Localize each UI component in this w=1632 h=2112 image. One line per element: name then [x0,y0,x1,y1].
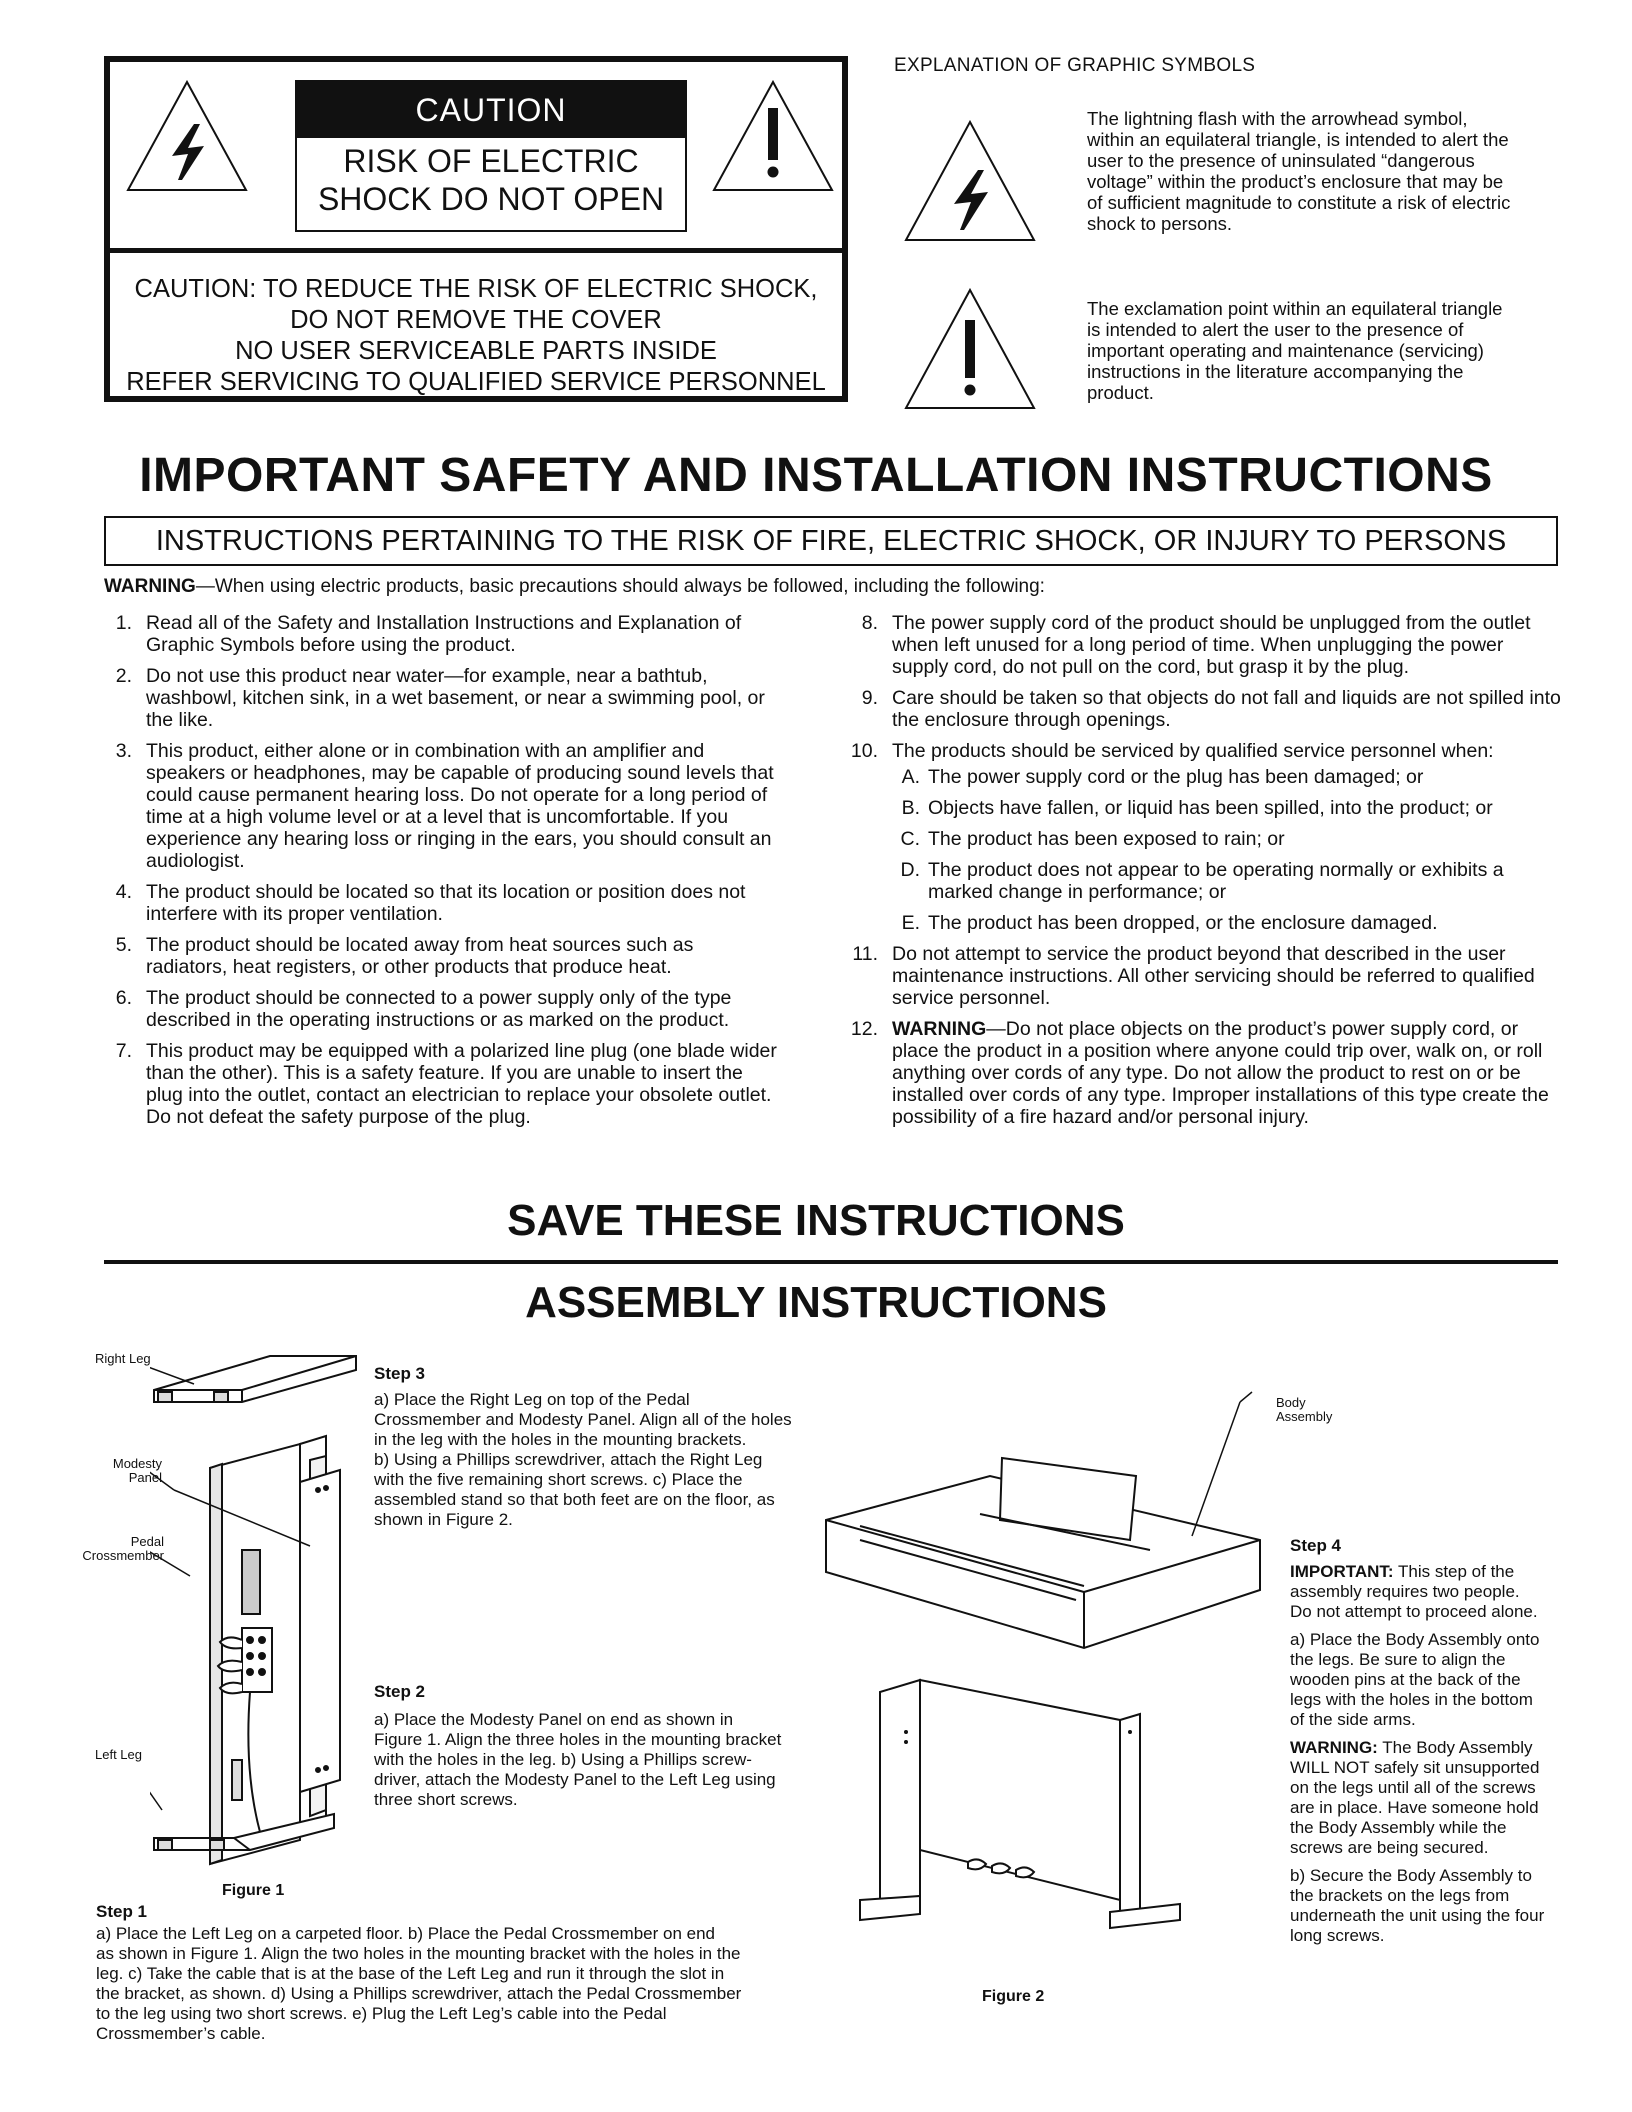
caution-divider [110,248,842,253]
section-rule [104,1260,1558,1264]
warning-intro [104,576,1045,598]
step-2-heading: Step 2 [374,1682,426,1701]
list-item: 12. WARNING—Do not place objects on the product’s power supply cord, or place the product in a position where anyone could trip over, walk on, or roll anything over cords of any type. Do not allow the product to rest on or be installed over cords of any type. Improper installations of this type create the possibility of a fire hazard and/or personal injury. [850,1018,1549,1128]
caution-label-panel [295,80,687,232]
step-2-text: a) Place the Modesty Panel on end as shown in Figure 1. Align the three holes in the mounting bracket with the holes in the leg. b) Using a Phillips screw- driver, attach the Modesty Panel to the Left Leg using three short screws. [374,1710,782,1809]
label-modesty-panel: Modesty Panel [112,1456,162,1485]
safety-subtitle-banner [104,516,1558,566]
sub-list-item: D. The product does not appear to be operating normally or exhibits a marked change in performance; or [900,859,1504,903]
label-pedal-crossmember: Pedal Crossmember [82,1534,164,1563]
lightning-warning-icon [122,76,252,196]
label-right-leg: Right Leg [95,1351,151,1366]
risk-line-2: SHOCK DO NOT OPEN [317,181,665,217]
step-1-text: a) Place the Left Leg on a carpeted floor. b) Place the Pedal Crossmember on end as shown in Figure 1. Align the two holes in the mounting bracket with the holes in the leg. c) Take the cable that is at the base of the Left Leg and run it through the slot in the bracket, as shown. d) Using a Phillips screwdriver, attach the Pedal Crossmember to the leg using two short screws. e) Plug the Left Leg’s cable into the Pedal Crossmember’s cable. [96,1924,742,2043]
reduce-line-4: REFER SERVICING TO QUALIFIED SERVICE PERSONNEL [126,368,826,396]
exclamation-symbol-icon [902,286,1038,412]
reduce-line-1: CAUTION: TO REDUCE THE RISK OF ELECTRIC SHOCK, [134,275,818,303]
exclamation-symbol-text: The exclamation point within an equilateral triangle is intended to alert the user to the presence of important operating and maintenance (servicing) instructions in the literature accompanying the product. [1087,298,1503,403]
lightning-symbol-text: The lightning flash with the arrowhead symbol, within an equilateral triangle, is intended to alert the user to the presence of uninsulated “dangerous voltage” within the product’s enclosure that may be of sufficient magnitude to constitute a risk of electric shock to persons. [1087,108,1511,234]
step-4-text: IMPORTANT: This step of the assembly requires two people. Do not attempt to proceed alone. a) Place the Body Assembly onto the legs. Be sure to align the wooden pins at the back of the legs with the holes in the bottom of the side arms. WARNING: The Body Assembly WILL NOT safely sit unsupported on the legs until all of the screws are in place. Have someone hold the Body Assembly while the screws are being secured. b) Secure the Body Assembly to the brackets on the legs from underneath the unit using the four long screws. [1290,1562,1545,1945]
label-body-assembly: Body Assembly [1276,1395,1333,1424]
list-item: 10. The products should be serviced by qualified service personnel when: A. The power supply cord or the plug has been damaged; or B. Objects have fallen, or liquid has been spilled, into the product; or C. The product has been exposed to rain; or D. The product does not appear to be operating normally or exhibits a marked change in performance; or E. The product has been dropped, or the enclosure damaged. [850,740,1562,934]
assembly-title: ASSEMBLY INSTRUCTIONS [525,1278,1107,1327]
save-instructions-title: SAVE THESE INSTRUCTIONS [507,1196,1125,1245]
safety-list-left [104,612,780,1137]
sub-list-item: C. The product has been exposed to rain; or [900,828,1285,850]
list-item: 4. The product should be located so that its location or position does not interfere with its proper ventilation. [115,881,746,925]
list-item: 6. The product should be connected to a power supply only of the type described in the operating instructions or as marked on the product. [115,987,732,1031]
reduce-line-2: DO NOT REMOVE THE COVER [290,306,662,334]
caution-banner: CAUTION [297,82,685,138]
figure-1-stand-illustration [150,1340,380,1880]
list-item: 8. The power supply cord of the product should be unplugged from the outlet when left unused for a long period of time. When unplugging the power supply cord, do not pull on the cord, but grasp it by the plug. [861,612,1531,678]
sub-list-item: B. Objects have fallen, or liquid has been spilled, into the product; or [901,797,1493,819]
sub-list-item: A. The power supply cord or the plug has been damaged; or [901,766,1424,788]
list-item: 11. Do not attempt to service the product beyond that described in the user maintenance instructions. All other servicing should be referred to qualified service personnel. [852,943,1535,1009]
label-left-leg: Left Leg [95,1747,142,1762]
symbols-heading: EXPLANATION OF GRAPHIC SYMBOLS [894,55,1256,76]
list-item: 5. The product should be located away from heat sources such as radiators, heat registers, or other products that produce heat. [115,934,694,978]
list-item: 3. This product, either alone or in combination with an amplifier and speakers or headphones, may be capable of producing sound levels that could cause permanent hearing loss. Do not operate for a long period of time at a high volume level or at a level that is uncomfortable. If you experience any hearing loss or ringing in the ears, you should consult an audiologist. [115,740,774,872]
caution-reduce-text [110,274,842,398]
step-3-text: a) Place the Right Leg on top of the Pedal Crossmember and Modesty Panel. Align all of the holes in the leg with the holes in the mounting brackets. b) Using a Phillips screwdriver, attach the Right Leg with the five remaining short screws. c) Place the assembled stand so that both feet are on the floor, as shown in Figure 2. [374,1390,792,1529]
risk-line-1: RISK OF ELECTRIC [343,143,639,179]
safety-list-right [850,612,1562,1137]
list-item: 2. Do not use this product near water—for example, near a bathtub, washbowl, kitchen sink, in a wet basement, or near a swimming pool, or the like. [115,665,765,731]
figure-1-caption: Figure 1 [222,1882,285,1899]
figure-2-caption: Figure 2 [982,1988,1045,2005]
safety-subtitle: INSTRUCTIONS PERTAINING TO THE RISK OF FIRE, ELECTRIC SHOCK, OR INJURY TO PERSONS [155,524,1507,557]
sub-list-item: E. The product has been dropped, or the enclosure damaged. [901,912,1438,934]
lightning-symbol-icon [902,118,1038,244]
list-item: 9. Care should be taken so that objects do not fall and liquids are not spilled into the enclosure through openings. [861,687,1561,731]
safety-title: IMPORTANT SAFETY AND INSTALLATION INSTRUCTIONS [139,449,1493,502]
figure-2-piano-illustration [820,1380,1270,1950]
reduce-line-3: NO USER SERVICEABLE PARTS INSIDE [235,337,717,365]
caution-box [104,56,848,402]
warning-intro-text: —When using electric products, basic precautions should always be followed, including the following: [195,576,1045,597]
step-3-heading: Step 3 [374,1364,426,1383]
step-4-heading: Step 4 [1290,1536,1342,1555]
step-1-heading: Step 1 [96,1902,148,1921]
list-item: 7. This product may be equipped with a polarized line plug (one blade wider than the other). This is a safety feature. If you are unable to insert the plug into the outlet, contact an electrician to replace your obsolete outlet. Do not defeat the safety purpose of the plug. [115,1040,777,1128]
risk-of-shock-text [297,142,685,218]
exclamation-warning-icon [708,76,838,196]
list-item: 1. Read all of the Safety and Installation Instructions and Explanation of Graphic Symbols before using the product. [115,612,742,656]
warning-intro-label: WARNING [104,576,196,597]
